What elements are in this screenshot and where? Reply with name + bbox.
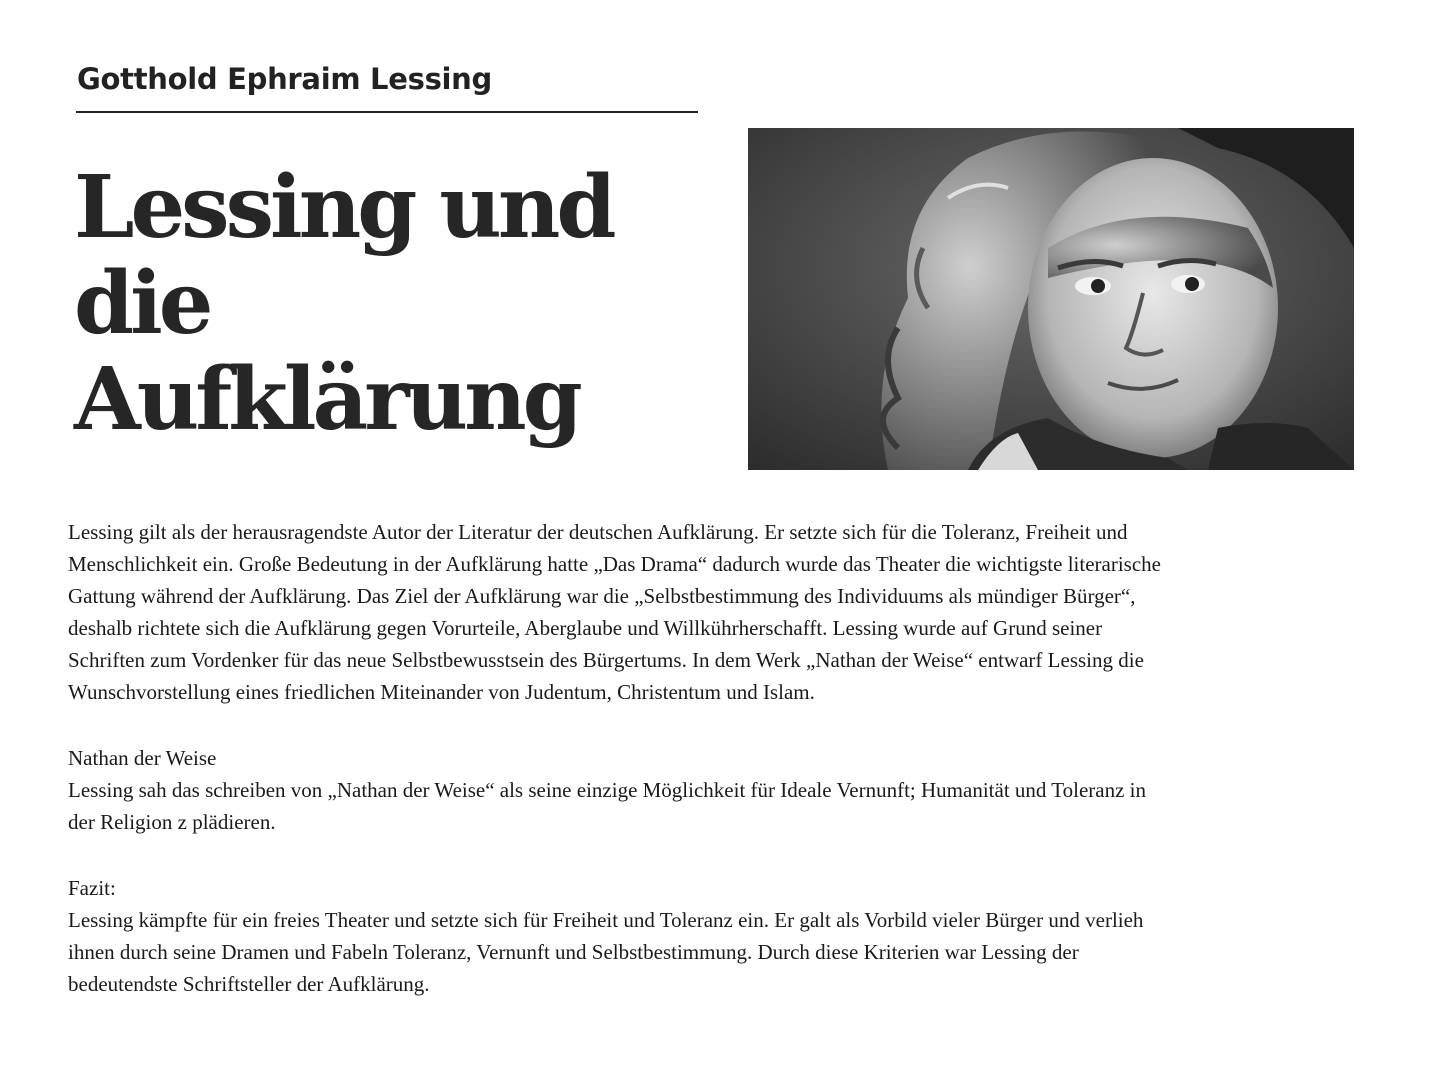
- nathan-line: Lessing sah das schreiben von „Nathan der Weise“ als seine einzige Möglichkeit für Ideale Vernunft; Humanität und Toleranz in: [68, 778, 1147, 802]
- fazit-line: Lessing kämpfte für ein freies Theater und setzte sich für Freiheit und Toleranz ein. Er galt als Vorbild vieler Bürger und verlieh: [68, 908, 1144, 932]
- intro-paragraph: [68, 516, 1368, 708]
- nathan-paragraph: [68, 742, 1368, 838]
- fazit-line: bedeutendste Schriftsteller der Aufklärung.: [68, 972, 430, 996]
- body-text: [68, 516, 1368, 1000]
- fazit-heading: Fazit:: [68, 876, 116, 900]
- nathan-heading: Nathan der Weise: [68, 746, 217, 770]
- kicker-title: Gotthold Ephraim Lessing: [77, 62, 492, 96]
- portrait-image: [748, 128, 1354, 470]
- title-line-2: die: [74, 253, 210, 354]
- intro-line: Schriften zum Vordenker für das neue Selbstbewusstsein des Bürgertums. In dem Werk „Nathan der Weise“ entwarf Lessing die: [68, 648, 1144, 672]
- intro-line: Menschlichkeit ein. Große Bedeutung in der Aufklärung hatte „Das Drama“ dadurch wurde das Theater die wichtigste literarische: [68, 552, 1161, 576]
- title-line-1: Lessing und: [74, 157, 613, 258]
- intro-line: deshalb richtete sich die Aufklärung gegen Vorurteile, Aberglaube und Willkührherschafft. Lessing wurde auf Grund seiner: [68, 616, 1103, 640]
- fazit-line: ihnen durch seine Dramen und Fabeln Toleranz, Vernunft und Selbstbestimmung. Durch diese Kriterien war Lessing der: [68, 940, 1079, 964]
- title-line-3: Aufklärung: [74, 349, 579, 450]
- kicker-divider: [76, 111, 698, 113]
- intro-line: Lessing gilt als der herausragendste Autor der Literatur der deutschen Aufklärung. Er setzte sich für die Toleranz, Freiheit und: [68, 520, 1128, 544]
- fazit-paragraph: [68, 872, 1368, 1000]
- paragraph-spacer: [68, 838, 1368, 872]
- paragraph-spacer: [68, 708, 1368, 742]
- portrait-engraving-icon: [748, 128, 1354, 470]
- intro-line: Gattung während der Aufklärung. Das Ziel der Aufklärung war die „Selbstbestimmung des Individuums als mündiger Bürger“,: [68, 584, 1136, 608]
- intro-line: Wunschvorstellung eines friedlichen Miteinander von Judentum, Christentum und Islam.: [68, 680, 815, 704]
- nathan-line: der Religion z plädieren.: [68, 810, 276, 834]
- page-title: [74, 157, 694, 450]
